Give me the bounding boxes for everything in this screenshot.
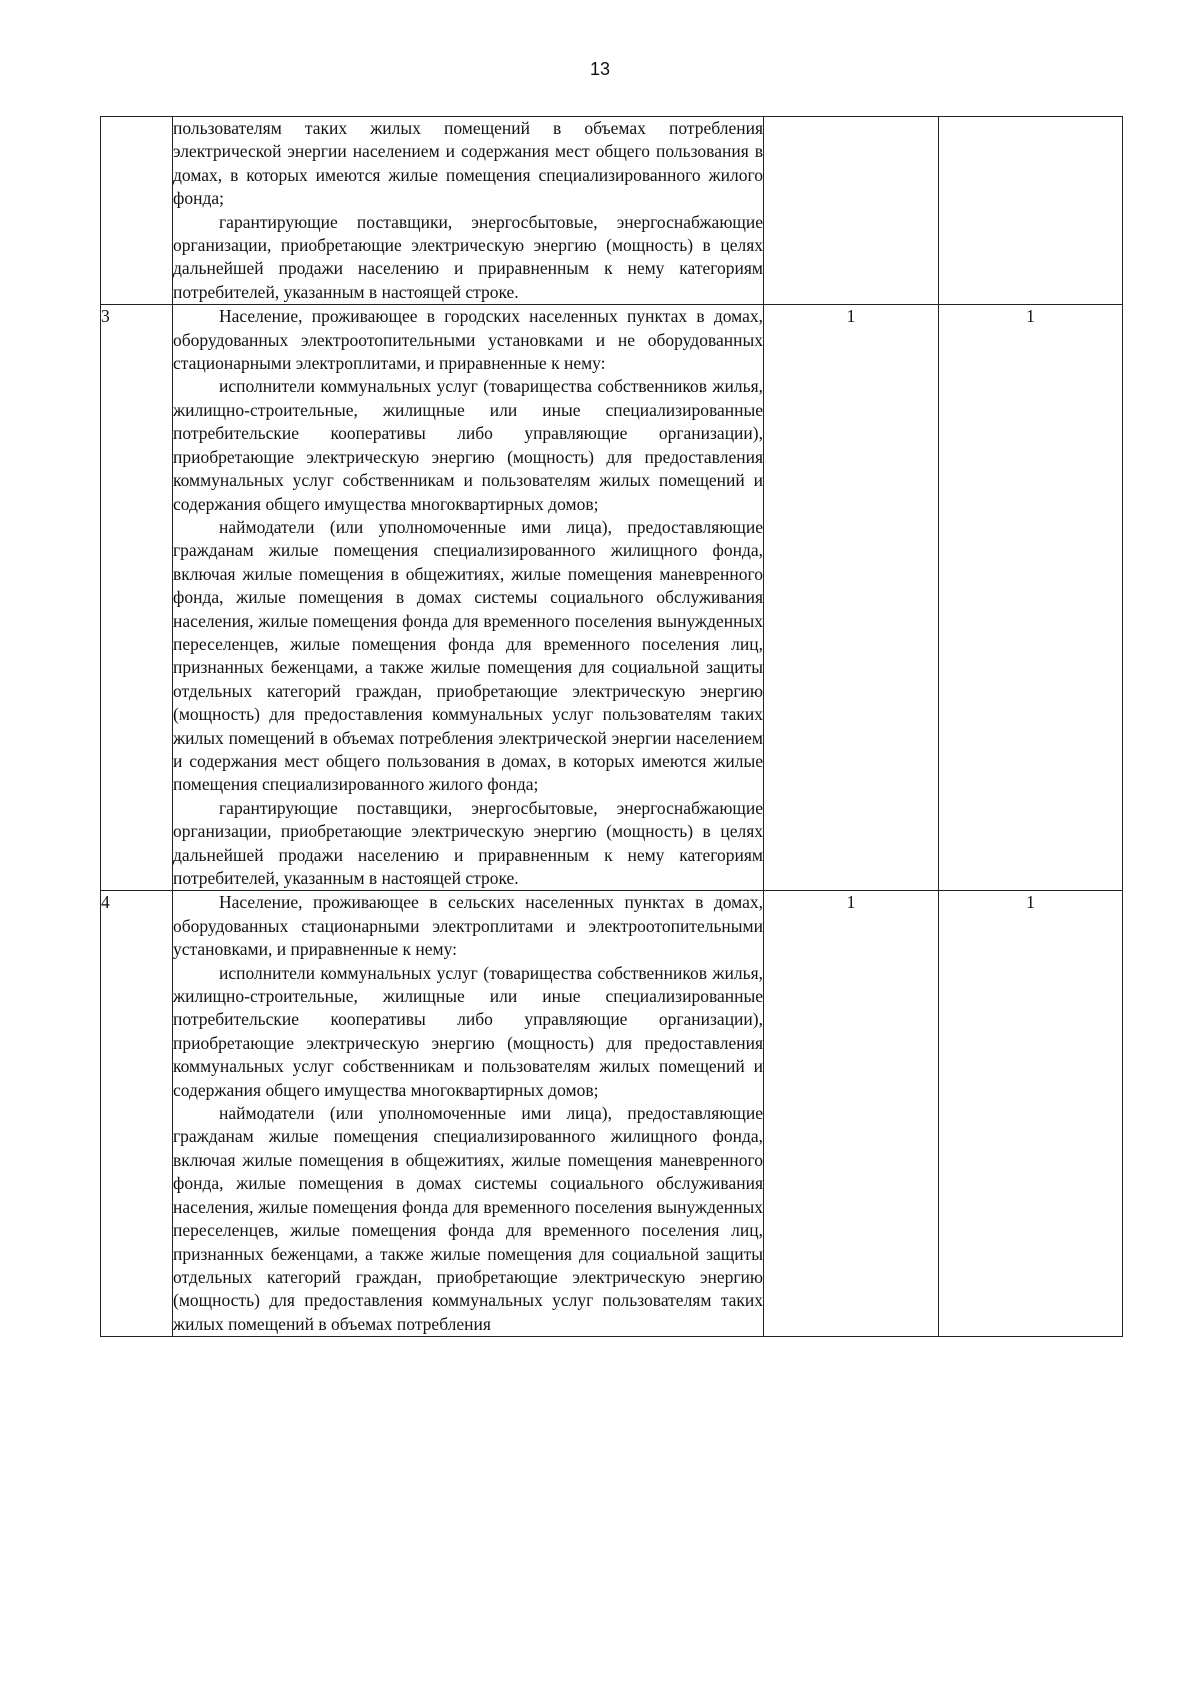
row-number: 4 bbox=[101, 891, 173, 1337]
row-description bbox=[173, 117, 764, 305]
paragraph: исполнители коммунальных услуг (товарищества собственников жилья, жилищно-строительные, жилищные или иные специализированные потребительские кооперативы либо управляющие организации), приобретающие электрическую энергию (мощность) для предоставления коммунальных услуг собственникам и пользователям жилых помещений и содержания общего имущества многоквартирных домов; bbox=[173, 962, 763, 1100]
paragraph: Население, проживающее в городских населенных пунктах в домах, оборудованных электроотопительными установками и не оборудованных стационарными электроплитами, и приравненные к нему: bbox=[173, 306, 763, 374]
paragraph: гарантирующие поставщики, энергосбытовые, энергоснабжающие организации, приобретающие электрическую энергию (мощность) в целях дальнейшей продажи населению и приравненным к нему категориям потребителей, указанным в настоящей строке. bbox=[173, 797, 763, 888]
paragraph: наймодатели (или уполномоченные ими лица), предоставляющие гражданам жилые помещения специализированного жилищного фонда, включая жилые помещения в общежитиях, жилые помещения маневренного фонда, жилые помещения в домах системы социального обслуживания населения, жилые помещения фонда для временного поселения вынужденных переселенцев, жилые помещения фонда для временного поселения лиц, признанных беженцами, а также жилые помещения для социальной защиты отдельных категорий граждан, приобретающие электрическую энергию (мощность) для предоставления коммунальных услуг пользователям таких жилых помещений в объемах потребления bbox=[173, 1103, 763, 1334]
paragraph: Население, проживающее в сельских населенных пунктах в домах, оборудованных стационарными электроплитами и электроотопительными установками, и приравненные к нему: bbox=[173, 892, 763, 960]
row-value-col4: 1 bbox=[939, 891, 1123, 1337]
paragraph: исполнители коммунальных услуг (товарищества собственников жилья, жилищно-строительные, жилищные или иные специализированные потребительские кооперативы либо управляющие организации), приобретающие электрическую энергию (мощность) для предоставления коммунальных услуг собственникам и пользователям жилых помещений и содержания общего имущества многоквартирных домов; bbox=[173, 376, 763, 514]
paragraph: пользователям таких жилых помещений в объемах потребления электрической энергии населением и содержания мест общего пользования в домах, в которых имеются жилые помещения специализированного жилого фонда; bbox=[173, 118, 763, 209]
paragraph: наймодатели (или уполномоченные ими лица), предоставляющие гражданам жилые помещения специализированного жилищного фонда, включая жилые помещения в общежитиях, жилые помещения маневренного фонда, жилые помещения в домах системы социального обслуживания населения, жилые помещения фонда для временного поселения вынужденных переселенцев, жилые помещения фонда для временного поселения лиц, признанных беженцами, а также жилые помещения для социальной защиты отдельных категорий граждан, приобретающие электрическую энергию (мощность) для предоставления коммунальных услуг пользователям таких жилых помещений в объемах потребления электрической энергии населением и содержания мест общего пользования в домах, в которых имеются жилые помещения специализированного жилого фонда; bbox=[173, 516, 763, 795]
row-description bbox=[173, 305, 764, 891]
tariff-table bbox=[100, 116, 1123, 1337]
page-number: 13 bbox=[589, 59, 611, 79]
row-value-col3: 1 bbox=[764, 305, 939, 891]
row-number: 3 bbox=[101, 305, 173, 891]
row-value-col3 bbox=[764, 117, 939, 305]
table-row bbox=[101, 117, 1123, 305]
row-value-col4 bbox=[939, 117, 1123, 305]
row-value-col3: 1 bbox=[764, 891, 939, 1337]
row-number bbox=[101, 117, 173, 305]
row-value-col4: 1 bbox=[939, 305, 1123, 891]
paragraph: гарантирующие поставщики, энергосбытовые, энергоснабжающие организации, приобретающие электрическую энергию (мощность) в целях дальнейшей продажи населению и приравненным к нему категориям потребителей, указанным в настоящей строке. bbox=[173, 211, 763, 302]
table-row bbox=[101, 305, 1123, 891]
table-row bbox=[101, 891, 1123, 1337]
row-description bbox=[173, 891, 764, 1337]
